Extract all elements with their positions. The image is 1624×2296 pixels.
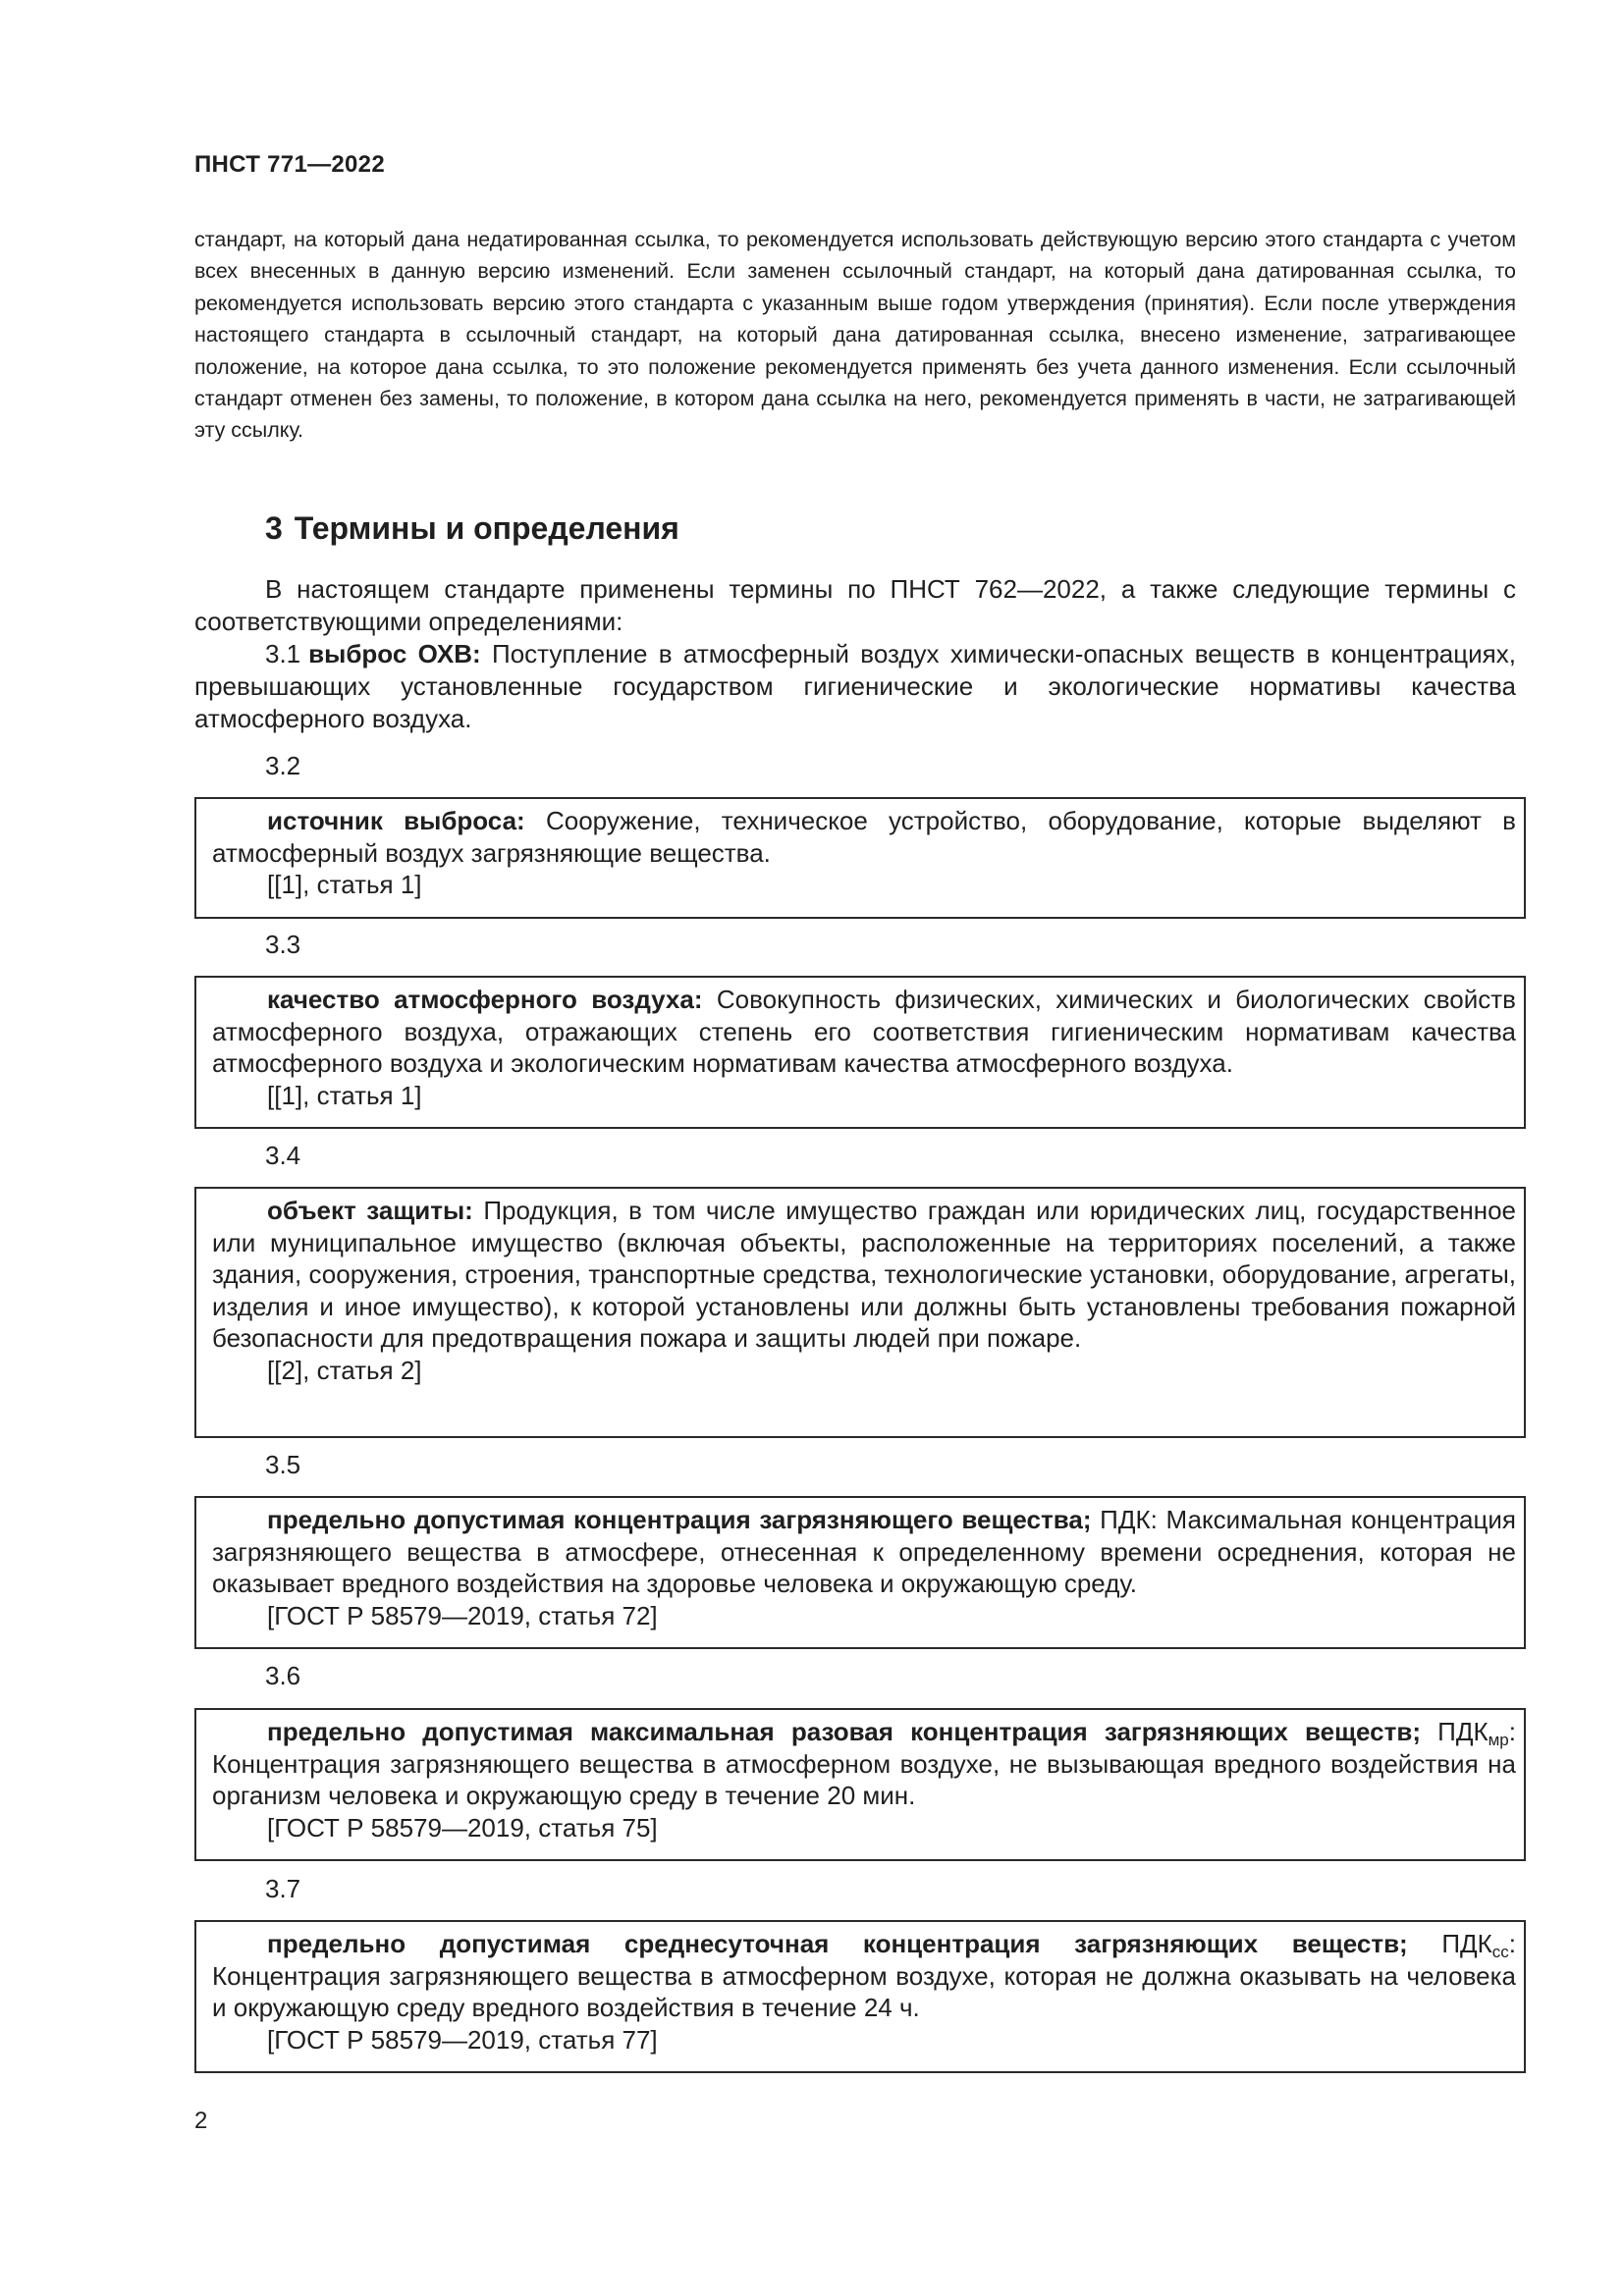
term-3-4-text <box>212 1195 1516 1355</box>
section-heading <box>265 508 679 548</box>
term-abbreviation-subscript: мр <box>1488 1731 1509 1749</box>
intro-text: стандарт, на который дана недатированная ссылка, то рекомендуется использовать действующую версию этого стандарта с учетом всех внесенных в данную версию изменений. Если заменен ссылочный стандарт, на который дана датированная ссылка, то рекомендуется использовать версию этого стандарта с указанным выше годом утверждения (принятия). Если после утверждения настоящего стандарта в ссылочный стандарт, на который дана датированная ссылка, внесено изменение, затрагивающее положение, на которое дана ссылка, то это положение рекомендуется применять без учета данного изменения. Если ссылочный стандарт отменен без замены, то положение, в котором дана ссылка на него, рекомендуется применять в части, не затрагивающей эту ссылку. <box>194 228 1516 443</box>
term-3-1-text <box>194 638 1516 735</box>
term-3-7-number: 3.7 <box>265 1874 301 1903</box>
term-source: [[2], статья 2] <box>267 1355 422 1385</box>
term-name: предельно допустимая максимальная разовая концентрация загрязняющих веществ; <box>267 1717 1421 1746</box>
section-number: 3 <box>265 510 283 546</box>
term-name: предельно допустимая концентрация загрязняющего вещества; <box>267 1505 1092 1534</box>
term-name: качество атмосферного воздуха: <box>267 985 703 1014</box>
section-title: Термины и определения <box>294 510 679 546</box>
section-lead-text: В настоящем стандарте применены термины по ПНСТ 762—2022, а также следующие термины с соответствующими определениями: <box>194 574 1516 636</box>
term-source: [[1], статья 1] <box>267 1080 422 1110</box>
document-code: ПНСТ 771—2022 <box>194 151 385 178</box>
term-3-4-box <box>194 1187 1526 1438</box>
term-3-2-text <box>212 805 1516 869</box>
term-definition: : Концентрация загрязняющего вещества в атмосферном воздухе, не вызывающая вредного воздействия на организм человека и окружающую среду в течение 20 мин. <box>212 1717 1516 1810</box>
term-name: выброс ОХВ: <box>308 639 481 668</box>
term-source: [ГОСТ Р 58579—2019, статья 75] <box>267 1812 658 1842</box>
term-abbreviation: ПДК <box>1407 1929 1492 1958</box>
term-definition: Совокупность физических, химических и биологических свойств атмосферного воздуха, отражающих степень его соответствия гигиеническим нормативам качества атмосферного воздуха и экологическим нормативам качества атмосферного воздуха. <box>212 985 1516 1078</box>
term-3-1 <box>194 638 1516 735</box>
term-3-6-text <box>212 1716 1516 1812</box>
term-3-2-box <box>194 797 1526 919</box>
term-definition: Продукция, в том числе имущество граждан или юридических лиц, государственное или муниципальное имущество (включая объекты, расположенные на территориях поселений, а также здания, сооружения, строения, транспортные средства, технологические установки, оборудование, агрегаты, изделия и иное имущество), к которой установлены или должны быть установлены требования пожарной безопасности для предотвращения пожара и защиты людей при пожаре. <box>212 1196 1516 1353</box>
term-3-7-box <box>194 1920 1526 2073</box>
term-3-5-box <box>194 1496 1526 1649</box>
term-source: [[1], статья 1] <box>267 870 422 899</box>
term-definition: : Максимальная концентрация загрязняющего вещества в атмосфере, отнесенная к определенному времени осреднения, которая не оказывает вредного воздействия на здоровье человека и окружающую среду. <box>212 1505 1516 1598</box>
term-3-4-number: 3.4 <box>265 1141 301 1170</box>
term-3-3-number: 3.3 <box>265 930 301 959</box>
term-3-6-box <box>194 1708 1526 1861</box>
term-name: объект защиты: <box>267 1196 473 1225</box>
term-name: предельно допустимая среднесуточная концентрация загрязняющих веществ; <box>267 1929 1408 1958</box>
term-definition: : Концентрация загрязняющего вещества в атмосферном воздухе, которая не должна оказывать на человека и окружающую среду вредного воздействия в течение 24 ч. <box>212 1929 1516 2022</box>
term-3-2-number: 3.2 <box>265 751 301 780</box>
term-3-3-text <box>212 984 1516 1080</box>
page-number: 2 <box>194 2108 208 2134</box>
term-abbreviation: ПДК <box>1421 1717 1489 1746</box>
term-3-7-text <box>212 1928 1516 2024</box>
intro-paragraph <box>194 224 1516 447</box>
term-number: 3.1 <box>265 639 301 668</box>
term-definition: Поступление в атмосферный воздух химически-опасных веществ в концентрациях, превышающих установленные государством гигиенические и экологические нормативы качества атмосферного воздуха. <box>194 639 1516 733</box>
term-definition: Сооружение, техническое устройство, оборудование, которые выделяют в атмосферный воздух загрязняющие вещества. <box>212 806 1516 868</box>
term-abbreviation-subscript: сс <box>1491 1943 1509 1961</box>
term-name: источник выброса: <box>267 806 525 835</box>
term-3-3-box <box>194 976 1526 1129</box>
term-source: [ГОСТ Р 58579—2019, статья 72] <box>267 1600 658 1630</box>
term-abbreviation: ПДК <box>1091 1505 1151 1534</box>
term-source: [ГОСТ Р 58579—2019, статья 77] <box>267 2024 658 2055</box>
section-lead <box>194 573 1516 638</box>
term-3-5-number: 3.5 <box>265 1450 301 1479</box>
term-3-5-text <box>212 1504 1516 1600</box>
term-3-6-number: 3.6 <box>265 1661 301 1690</box>
